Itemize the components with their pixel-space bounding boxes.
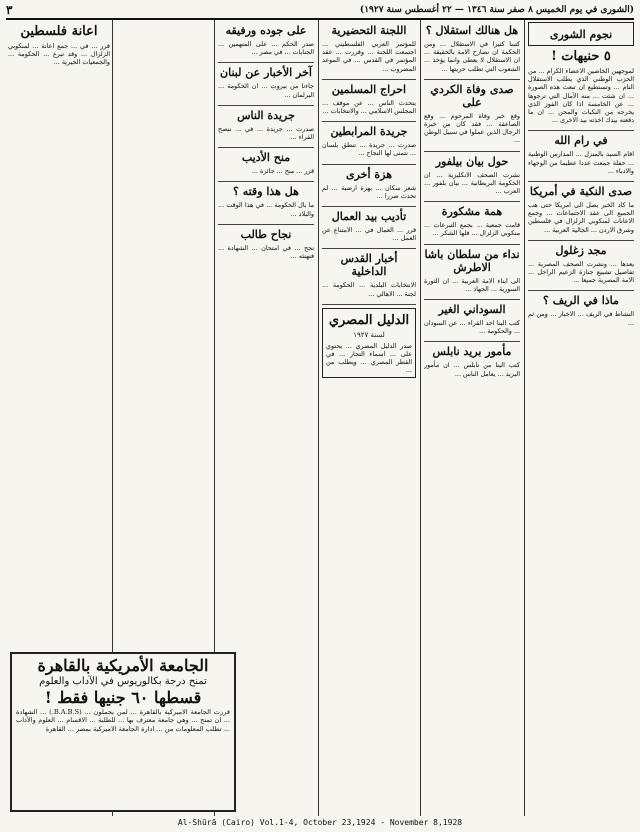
article-text: النشاط في الريف ... الاخبار ... ومن ثم ... bbox=[528, 310, 634, 327]
issue-line: (الشورى في يوم الخميس ٨ صفر سنة ١٣٤٦ — ٢٢ أغسطس سنة ١٩٢٧) bbox=[359, 5, 634, 15]
article bbox=[528, 185, 634, 234]
article bbox=[322, 168, 416, 200]
headline: ماذا في الريف ؟ bbox=[543, 294, 619, 308]
article-text: للمؤتمر العربي الفلسطيني ... اجتمعت اللجنة ... وقررت ... عقد المؤتمر في القدس ... في الموعد المضروب ... bbox=[322, 40, 416, 73]
divider bbox=[424, 244, 520, 245]
header-rule bbox=[6, 18, 634, 20]
headline: هل هنالك استقلال ؟ bbox=[425, 24, 519, 37]
article-text: قامت جمعية ... بجمع التبرعات ... منكوبي الزلزال ... فلها الشكر ... bbox=[424, 221, 520, 238]
article-text: لموجهين الخاصين الاعضاء الكرام ... من الحزب الوطني الذي يطلب الاستقلال التام ... وتستطيع ان تبعث هذه الصورة ... ان شئت ... منه الآمال التي ترجوها ... عن الخامسة اذا كان الفوز الذي يخرجه من النكبات والمحن ... ان ما دفعته بيدك اخذته بيد الاخرى ... bbox=[528, 67, 634, 125]
article bbox=[218, 228, 314, 260]
divider bbox=[322, 304, 416, 305]
headline: همة مشكورة bbox=[441, 205, 503, 219]
divider bbox=[424, 79, 520, 80]
article-text: نشرت الصحف الانكليزية ... ان الحكومة البريطانية ... بيان بلفور ... العرب ... bbox=[424, 170, 520, 196]
divider bbox=[528, 240, 634, 241]
article-text: صدر الحكم ... على المتهمين ... الجنايات ... في مصر ... bbox=[218, 40, 314, 57]
divider bbox=[322, 248, 416, 249]
headline: على جوده ورفيقه bbox=[225, 24, 307, 37]
headline: أخبار القدس الداخلية bbox=[340, 252, 398, 279]
headline: منح الأديب bbox=[241, 151, 291, 165]
divider bbox=[322, 79, 416, 80]
article bbox=[322, 83, 416, 115]
article-text: قرر ... في ... جمع اعانة ... لمنكوبي الزلزال ... وقد تبرع ... الحكومة ... والجمعيات الخيرية ... bbox=[8, 42, 110, 67]
article-text: كتبنا كثيرا في الاستقلال ... ومن الحكمة ان نصارح الامة بالحقيقة ... ان الاستقلال لا يعطى وانما يؤخذ ... الشعوب التي تطلب حريتها ... bbox=[424, 40, 520, 73]
column-2 bbox=[424, 22, 520, 814]
headline: في رام الله bbox=[554, 134, 608, 148]
article bbox=[322, 252, 416, 297]
column-3 bbox=[322, 22, 416, 814]
headline: ٥ حنيهات ! bbox=[551, 49, 611, 64]
article-text: كتب الينا من نابلس ... ان مأمور البريد ... يعامل الناس ... bbox=[424, 361, 520, 378]
headline: نداء من سلطان باشا الاطرش bbox=[424, 247, 520, 274]
article bbox=[424, 83, 520, 145]
article-text: الى ابناء الامة العربية ... ان الثورة السورية ... الجهاد ... bbox=[424, 276, 520, 293]
article-text: قرر ... منح ... جائزة ... bbox=[251, 167, 314, 176]
ad-subtitle: تمنح درجة بكالوريوس في الآداب والعلوم bbox=[39, 676, 207, 687]
article bbox=[424, 345, 520, 377]
article bbox=[424, 205, 520, 237]
divider bbox=[218, 181, 314, 182]
masthead-box bbox=[528, 22, 634, 46]
divider bbox=[322, 121, 416, 122]
headline: السوداني الغير bbox=[438, 303, 506, 317]
headline: هزة أخرى bbox=[346, 167, 392, 181]
article bbox=[322, 24, 416, 73]
headline: احراج المسلمين bbox=[331, 82, 407, 96]
article-text: وقع خبر وفاة المرحوم ... وقع الصاعقة ... فقد كان من خيرة الرجال الذين عملوا في سبيل الوطن ... bbox=[424, 111, 520, 145]
article-text: يتحدث الناس ... عن موقف ... المجلس الاسلامي ... والانتخابات ... bbox=[322, 98, 416, 116]
headline: الدليل المصري bbox=[328, 312, 410, 328]
university-advertisement bbox=[10, 652, 236, 812]
divider bbox=[528, 290, 634, 291]
article bbox=[528, 294, 634, 326]
headline: آخر الأخبار عن لبنان bbox=[220, 66, 312, 80]
headline: حول بيان بيلفور bbox=[435, 154, 509, 168]
article-text: شعر سكان ... بهزة ارضية ... لم تحدث ضررا ... bbox=[322, 183, 416, 200]
divider bbox=[528, 130, 634, 131]
article-text: اقام السيد بالمنزل ... المدارس الوطنية ... حفلة جمعت عددا عظيما من الوجهاء والادباء ... bbox=[528, 150, 634, 175]
divider bbox=[218, 224, 314, 225]
article bbox=[218, 185, 314, 217]
divider bbox=[424, 201, 520, 202]
divider bbox=[424, 299, 520, 300]
article bbox=[218, 109, 314, 141]
article-text: نجح ... في امتحان ... الشهادة ... فنهنئه ... bbox=[218, 243, 314, 261]
divider bbox=[528, 181, 634, 182]
article-text: ما كاد الخبر يصل الى امريكا حتى هب الجميع الى عقد الاجتماعات ... وجمع الاعانات لمنكوبي الزلزال في فلسطين وشرق الاردن ... الجالية العربية ... bbox=[528, 201, 634, 234]
column-rule bbox=[318, 20, 319, 816]
divider bbox=[218, 105, 314, 106]
divider bbox=[424, 151, 520, 152]
headline: هل هذا وقته ؟ bbox=[233, 185, 299, 199]
article bbox=[424, 303, 520, 335]
article bbox=[322, 210, 416, 242]
headline: مجد زغلول bbox=[555, 243, 607, 257]
headline: تأديب بيد العمال bbox=[331, 210, 407, 224]
headline: صدى النكبة في أمريكا bbox=[529, 185, 633, 199]
headline: جريدة المرابطين bbox=[330, 125, 408, 139]
article-text: صدر الدليل المصري ... يحتوي على ... اسماء التجار ... في القطر المصري ... ويطلب من ... bbox=[326, 341, 412, 375]
column-4 bbox=[218, 22, 314, 642]
masthead: نجوم الشورى bbox=[549, 27, 613, 41]
divider bbox=[218, 147, 314, 148]
ad-title: الجامعة الأمريكية بالقاهرة bbox=[37, 656, 209, 675]
headline: اللجنة التحضيرية bbox=[331, 24, 407, 37]
column-rule bbox=[524, 20, 525, 816]
subheadline: لسنة ١٩٢٧ bbox=[353, 330, 385, 339]
article bbox=[322, 125, 416, 157]
column-1 bbox=[528, 22, 634, 814]
page-header bbox=[6, 2, 634, 18]
headline: اعانة فلسطين bbox=[20, 24, 98, 39]
article bbox=[8, 24, 110, 67]
article bbox=[424, 155, 520, 196]
article-text: صدرت ... جريدة ... تنطق بلسان ... نتمنى لها النجاح ... bbox=[322, 141, 416, 158]
article-text: ما بال الحكومة ... في هذا الوقت ... والبلاد ... bbox=[218, 201, 314, 218]
headline: مأمور بريد نابلس bbox=[432, 345, 512, 359]
page-number: ٣ bbox=[6, 3, 13, 17]
article bbox=[218, 24, 314, 56]
divider bbox=[424, 341, 520, 342]
article bbox=[424, 248, 520, 293]
article-text: قرر ... العمال في ... الامتناع عن العمل ... bbox=[322, 226, 416, 243]
article bbox=[528, 244, 634, 285]
ad-body: قررت الجامعة الاميركية بالقاهرة ... لمن يحملون ... (B.A.B.S.) ... الشهادة ... ان تمنح ... وهي جامعة معترف بها ... للطلبة ... الاقسام ... العلوم والآداب ... تطلب المعلومات من ... ادارة الجامعة الاميركية بمصر ... القاهرة bbox=[16, 708, 231, 733]
article-text: جاءنا من بيروت ... ان الحكومة ... البرلمان ... bbox=[218, 82, 314, 99]
headline: نجاح طالب bbox=[240, 227, 292, 241]
boxed-article bbox=[322, 308, 416, 378]
article-text: الانتخابات البلدية ... الحكومة ... لجنة ... الاهالي ... bbox=[322, 281, 416, 298]
article bbox=[424, 24, 520, 73]
ad-price: قسطها ٦٠ جنيها فقط ! bbox=[44, 688, 202, 707]
divider bbox=[322, 164, 416, 165]
article bbox=[528, 49, 634, 124]
headline: صدى وفاة الكردي على bbox=[430, 82, 514, 109]
article-text: صدرت ... جريدة ... في ... ننصح القراء ... bbox=[218, 124, 314, 142]
article bbox=[218, 66, 314, 98]
headline: جريدة الناس bbox=[237, 108, 295, 122]
column-5 bbox=[8, 22, 110, 642]
article bbox=[218, 151, 314, 175]
page-footer: Al-Shūrā (Cairo) Vol.1-4, October 23,1924 - November 8,1928 bbox=[177, 818, 463, 827]
article-text: يعدها ... ونشرت الصحف المصرية ... تفاصيل تشييع جنازة الزعيم الراحل ... الامة المصرية جميعا ... bbox=[528, 259, 634, 285]
column-rule bbox=[420, 20, 421, 816]
divider bbox=[218, 62, 314, 63]
article-text: كتب الينا احد القراء ... عن السودان ... والحكومة ... bbox=[424, 319, 520, 336]
divider bbox=[322, 206, 416, 207]
article bbox=[528, 134, 634, 175]
